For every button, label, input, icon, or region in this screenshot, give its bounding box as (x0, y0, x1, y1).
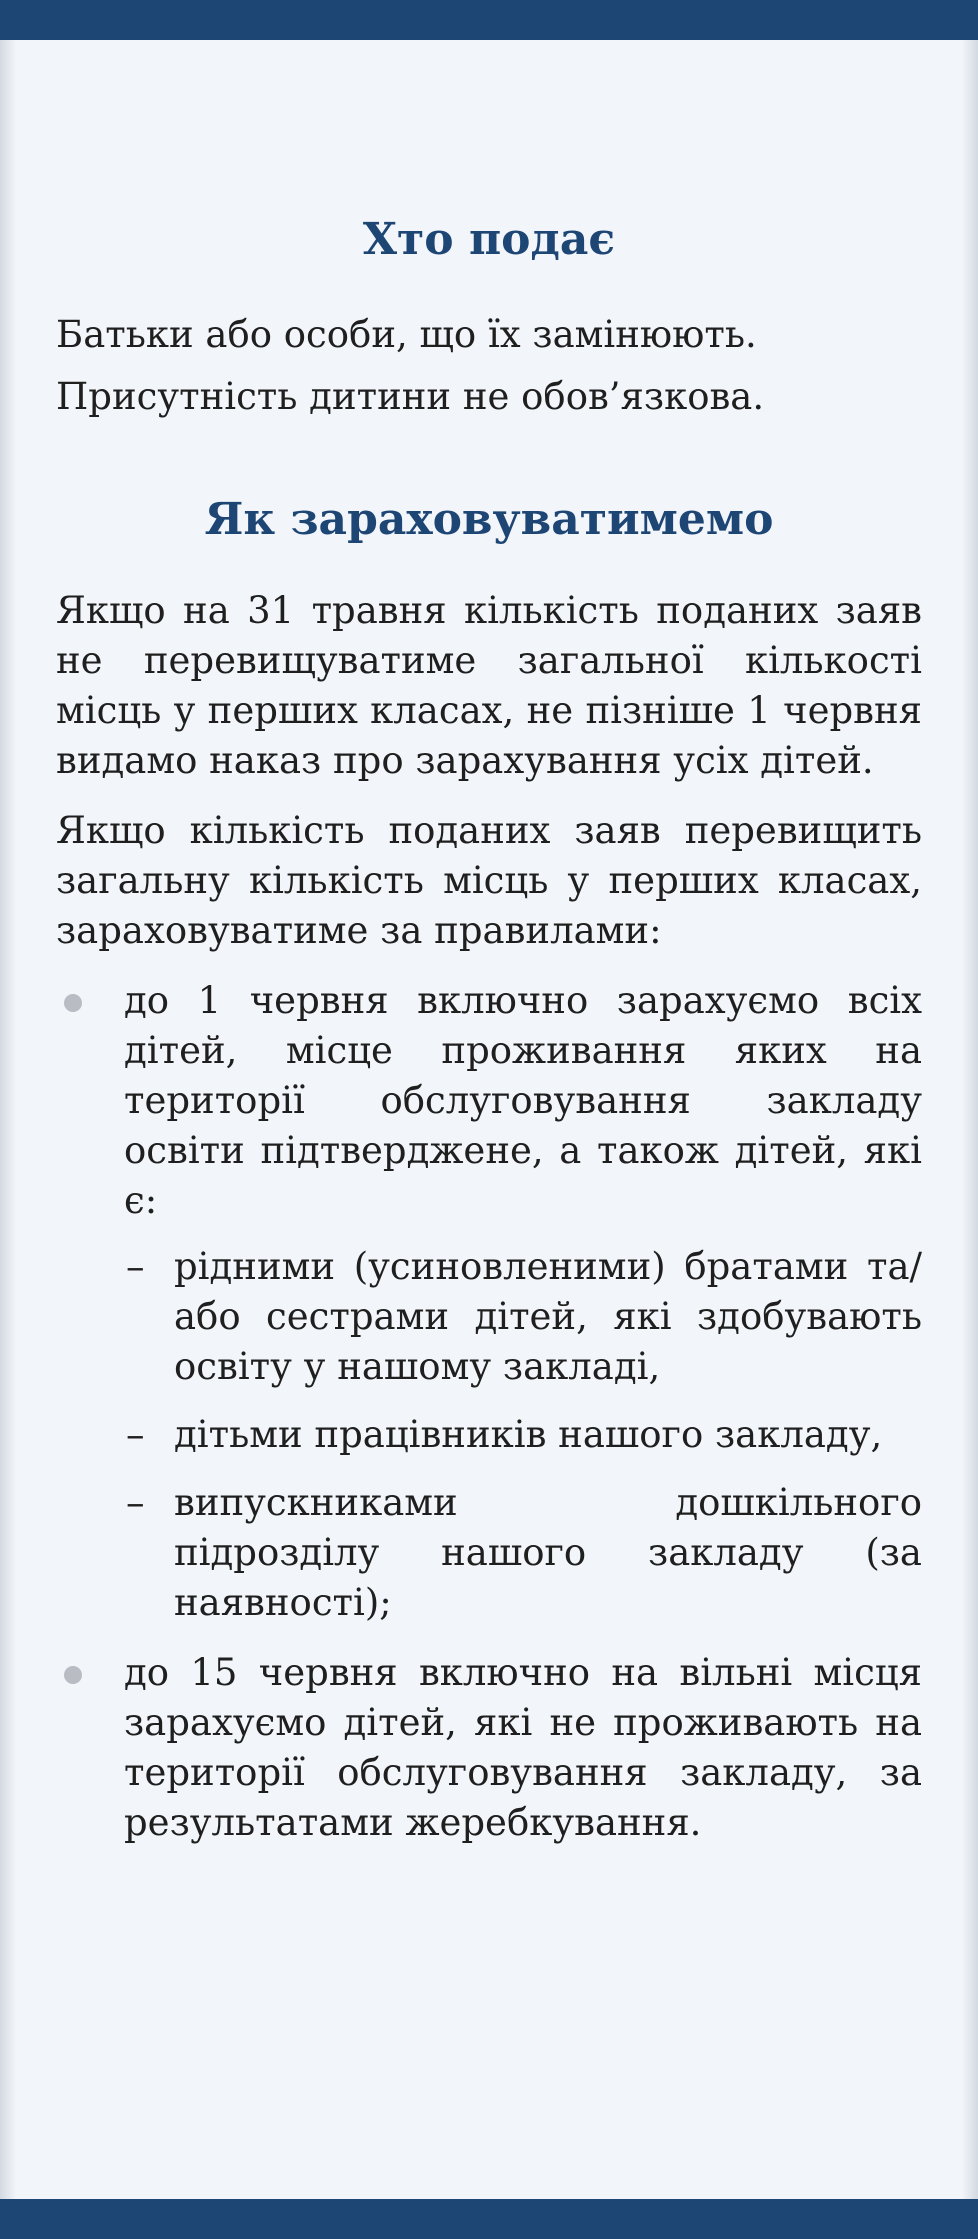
sub-list (124, 1242, 922, 1628)
dash-icon: – (126, 1481, 145, 1524)
bullet-1-text: до 1 червня включно зарахуємо всіх дітей, місце проживання яких на території обслуговування закладу освіти підтверджене, а також дітей, які є: (124, 979, 922, 1222)
bullet-2-text: до 15 червня включно на вільні місця зарахуємо дітей, які не проживають на території обслуговування закладу, за результатами жеребкування. (124, 1651, 922, 1844)
page-content (56, 40, 922, 1868)
list-item (124, 1242, 922, 1392)
sub-item-text: випускниками дошкільного підрозділу нашого закладу (за наявності); (174, 1481, 922, 1624)
who-line: Батьки або особи, що їх замінюють. (56, 313, 757, 356)
top-bar (0, 0, 978, 40)
bullet-dot-icon (64, 994, 82, 1012)
who-heading: Хто подає (362, 214, 616, 265)
list-item (124, 1478, 922, 1628)
dash-icon: – (126, 1245, 145, 1288)
dash-icon: – (126, 1413, 145, 1456)
list-item (56, 976, 922, 1628)
bottom-bar (0, 2199, 978, 2239)
who-line: Присутність дитини не обов’язкова. (56, 375, 765, 418)
how-paragraph-2: Якщо кількість поданих заяв перевищить загальну кількість місць у перших класах, зараховуватиме за правилами: (56, 809, 922, 952)
how-section (56, 586, 922, 1848)
bullet-dot-icon (64, 1666, 82, 1684)
right-edge-shadow (962, 40, 978, 2199)
how-heading: Як зараховуватимемо (204, 494, 774, 545)
list-item (56, 1648, 922, 1848)
left-edge-shadow (0, 40, 16, 2199)
rules-list (56, 976, 922, 1848)
sub-item-text: рідними (усиновленими) братами та/або сестрами дітей, які здобувають освіту у нашому закладі, (174, 1245, 922, 1388)
who-section (56, 310, 922, 422)
how-paragraph-1: Якщо на 31 травня кількість поданих заяв не перевищуватиме загальної кількості місць у перших класах, не пізніше 1 червня видамо наказ про зарахування усіх дітей. (56, 589, 922, 782)
list-item (124, 1410, 922, 1460)
sub-item-text: дітьми працівників нашого закладу, (174, 1413, 883, 1456)
